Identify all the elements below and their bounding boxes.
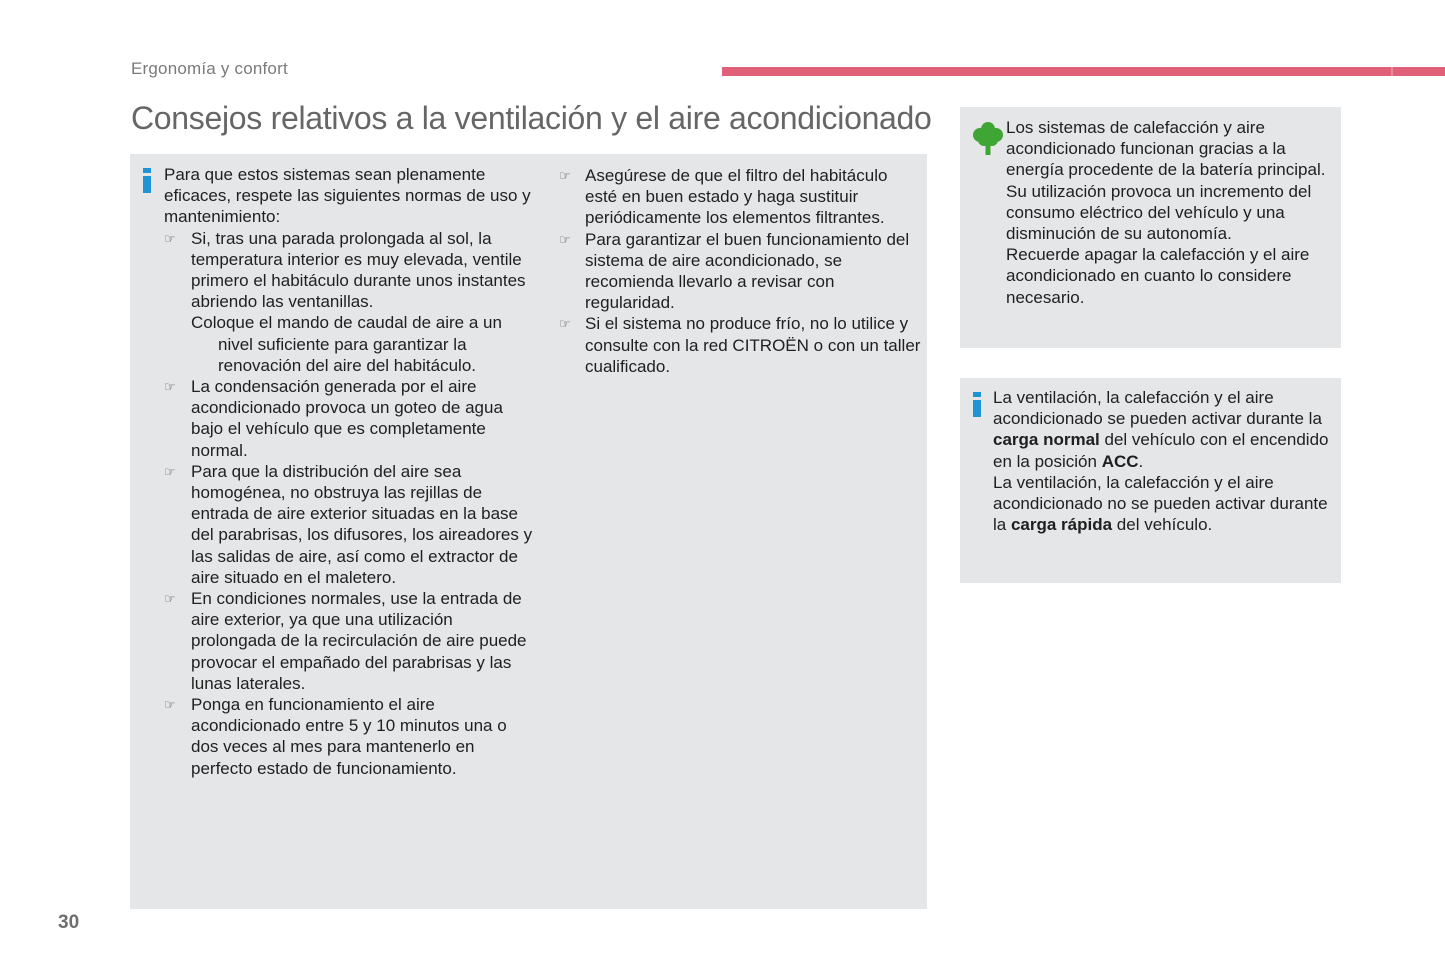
- list-item: ☞ La condensación generada por el aire acondicionado provoca un goteo de agua bajo el vehículo que es completamente normal.: [164, 377, 503, 460]
- eco-note-box: [960, 107, 1341, 348]
- list-item: ☞ Ponga en funcionamiento el aire acondicionado entre 5 y 10 minutos una o dos veces al mes para mantenerlo en perfecto estado de funcionamiento.: [164, 695, 507, 778]
- bold-term: carga rápida: [1010, 515, 1113, 535]
- list-item: ☞ Asegúrese de que el filtro del habitáculo esté en buen estado y haga sustituir periódicamente los elementos filtrantes.: [559, 166, 888, 228]
- eco-note-text: Los sistemas de calefacción y aire acondicionado funcionan gracias a la energía procedente de la batería principal. Su utilización provoca un incremento del consumo eléctrico del vehículo y una disminución de su autonomía.: [1006, 118, 1326, 244]
- list-item: ☞ Para que la distribución del aire sea homogénea, no obstruya las rejillas de entrada de aire exterior situadas en la base del parabrisas, los difusores, los aireadores y las salidas de aire, así como el extractor de aire situado en el maletero.: [164, 461, 533, 587]
- info-note-box: [960, 378, 1341, 583]
- intro-text: Para que estos sistemas sean plenamente eficaces, respete las siguientes normas de uso y mantenimiento:: [164, 165, 531, 227]
- info-icon: [143, 168, 151, 193]
- list-item: ☞ En condiciones normales, use la entrada de aire exterior, ya que una utilización prolongada de la recirculación de aire puede provocar el empañado del parabrisas y las lunas laterales.: [164, 589, 527, 693]
- pointing-hand-icon: ☞: [164, 230, 176, 246]
- info-icon: [973, 392, 981, 417]
- pointing-hand-icon: ☞: [164, 463, 176, 479]
- info-note-text: La ventilación, la calefacción y el aire acondicionado se pueden activar durante la carga normal del vehículo con el encendido en la posición ACC.: [993, 388, 1329, 471]
- list-item: ☞ Si, tras una parada prolongada al sol, la temperatura interior es muy elevada, ventile primero el habitáculo durante unos instantes abriendo las ventanillas.: [164, 228, 526, 312]
- bold-term: ACC: [1101, 451, 1139, 471]
- bold-term: carga normal: [993, 430, 1100, 450]
- page-number: 30: [58, 912, 80, 933]
- list-item: ☞ Para garantizar el buen funcionamiento del sistema de aire acondicionado, se recomienda llevarlo a revisar con regularidad.: [559, 229, 910, 313]
- column-right: [559, 165, 924, 377]
- pointing-hand-icon: ☞: [559, 231, 571, 247]
- page-title: Consejos relativos a la ventilación y el aire acondicionado: [131, 100, 932, 136]
- pointing-hand-icon: ☞: [559, 316, 571, 332]
- accent-bar: [722, 67, 1445, 76]
- eco-note-text: Recuerde apagar la calefacción y el aire acondicionado en cuanto lo considere necesario.: [1006, 245, 1310, 307]
- list-item-plain: Coloque el mando de caudal de aire a un nivel suficiente para garantizar la renovación del aire del habitáculo.: [191, 313, 502, 375]
- pointing-hand-icon: ☞: [559, 168, 571, 183]
- info-note-text: La ventilación, la calefacción y el aire acondicionado no se pueden activar durante la carga rápida del vehículo.: [993, 472, 1328, 535]
- tree-icon: [972, 120, 1004, 156]
- list-item: ☞ Si el sistema no produce frío, no lo utilice y consulte con la red CITROËN o con un taller cualificado.: [559, 314, 921, 376]
- section-label: Ergonomía y confort: [131, 59, 288, 78]
- column-left: [164, 164, 536, 779]
- pointing-hand-icon: ☞: [164, 591, 176, 607]
- pointing-hand-icon: ☞: [164, 697, 176, 713]
- pointing-hand-icon: ☞: [164, 379, 176, 395]
